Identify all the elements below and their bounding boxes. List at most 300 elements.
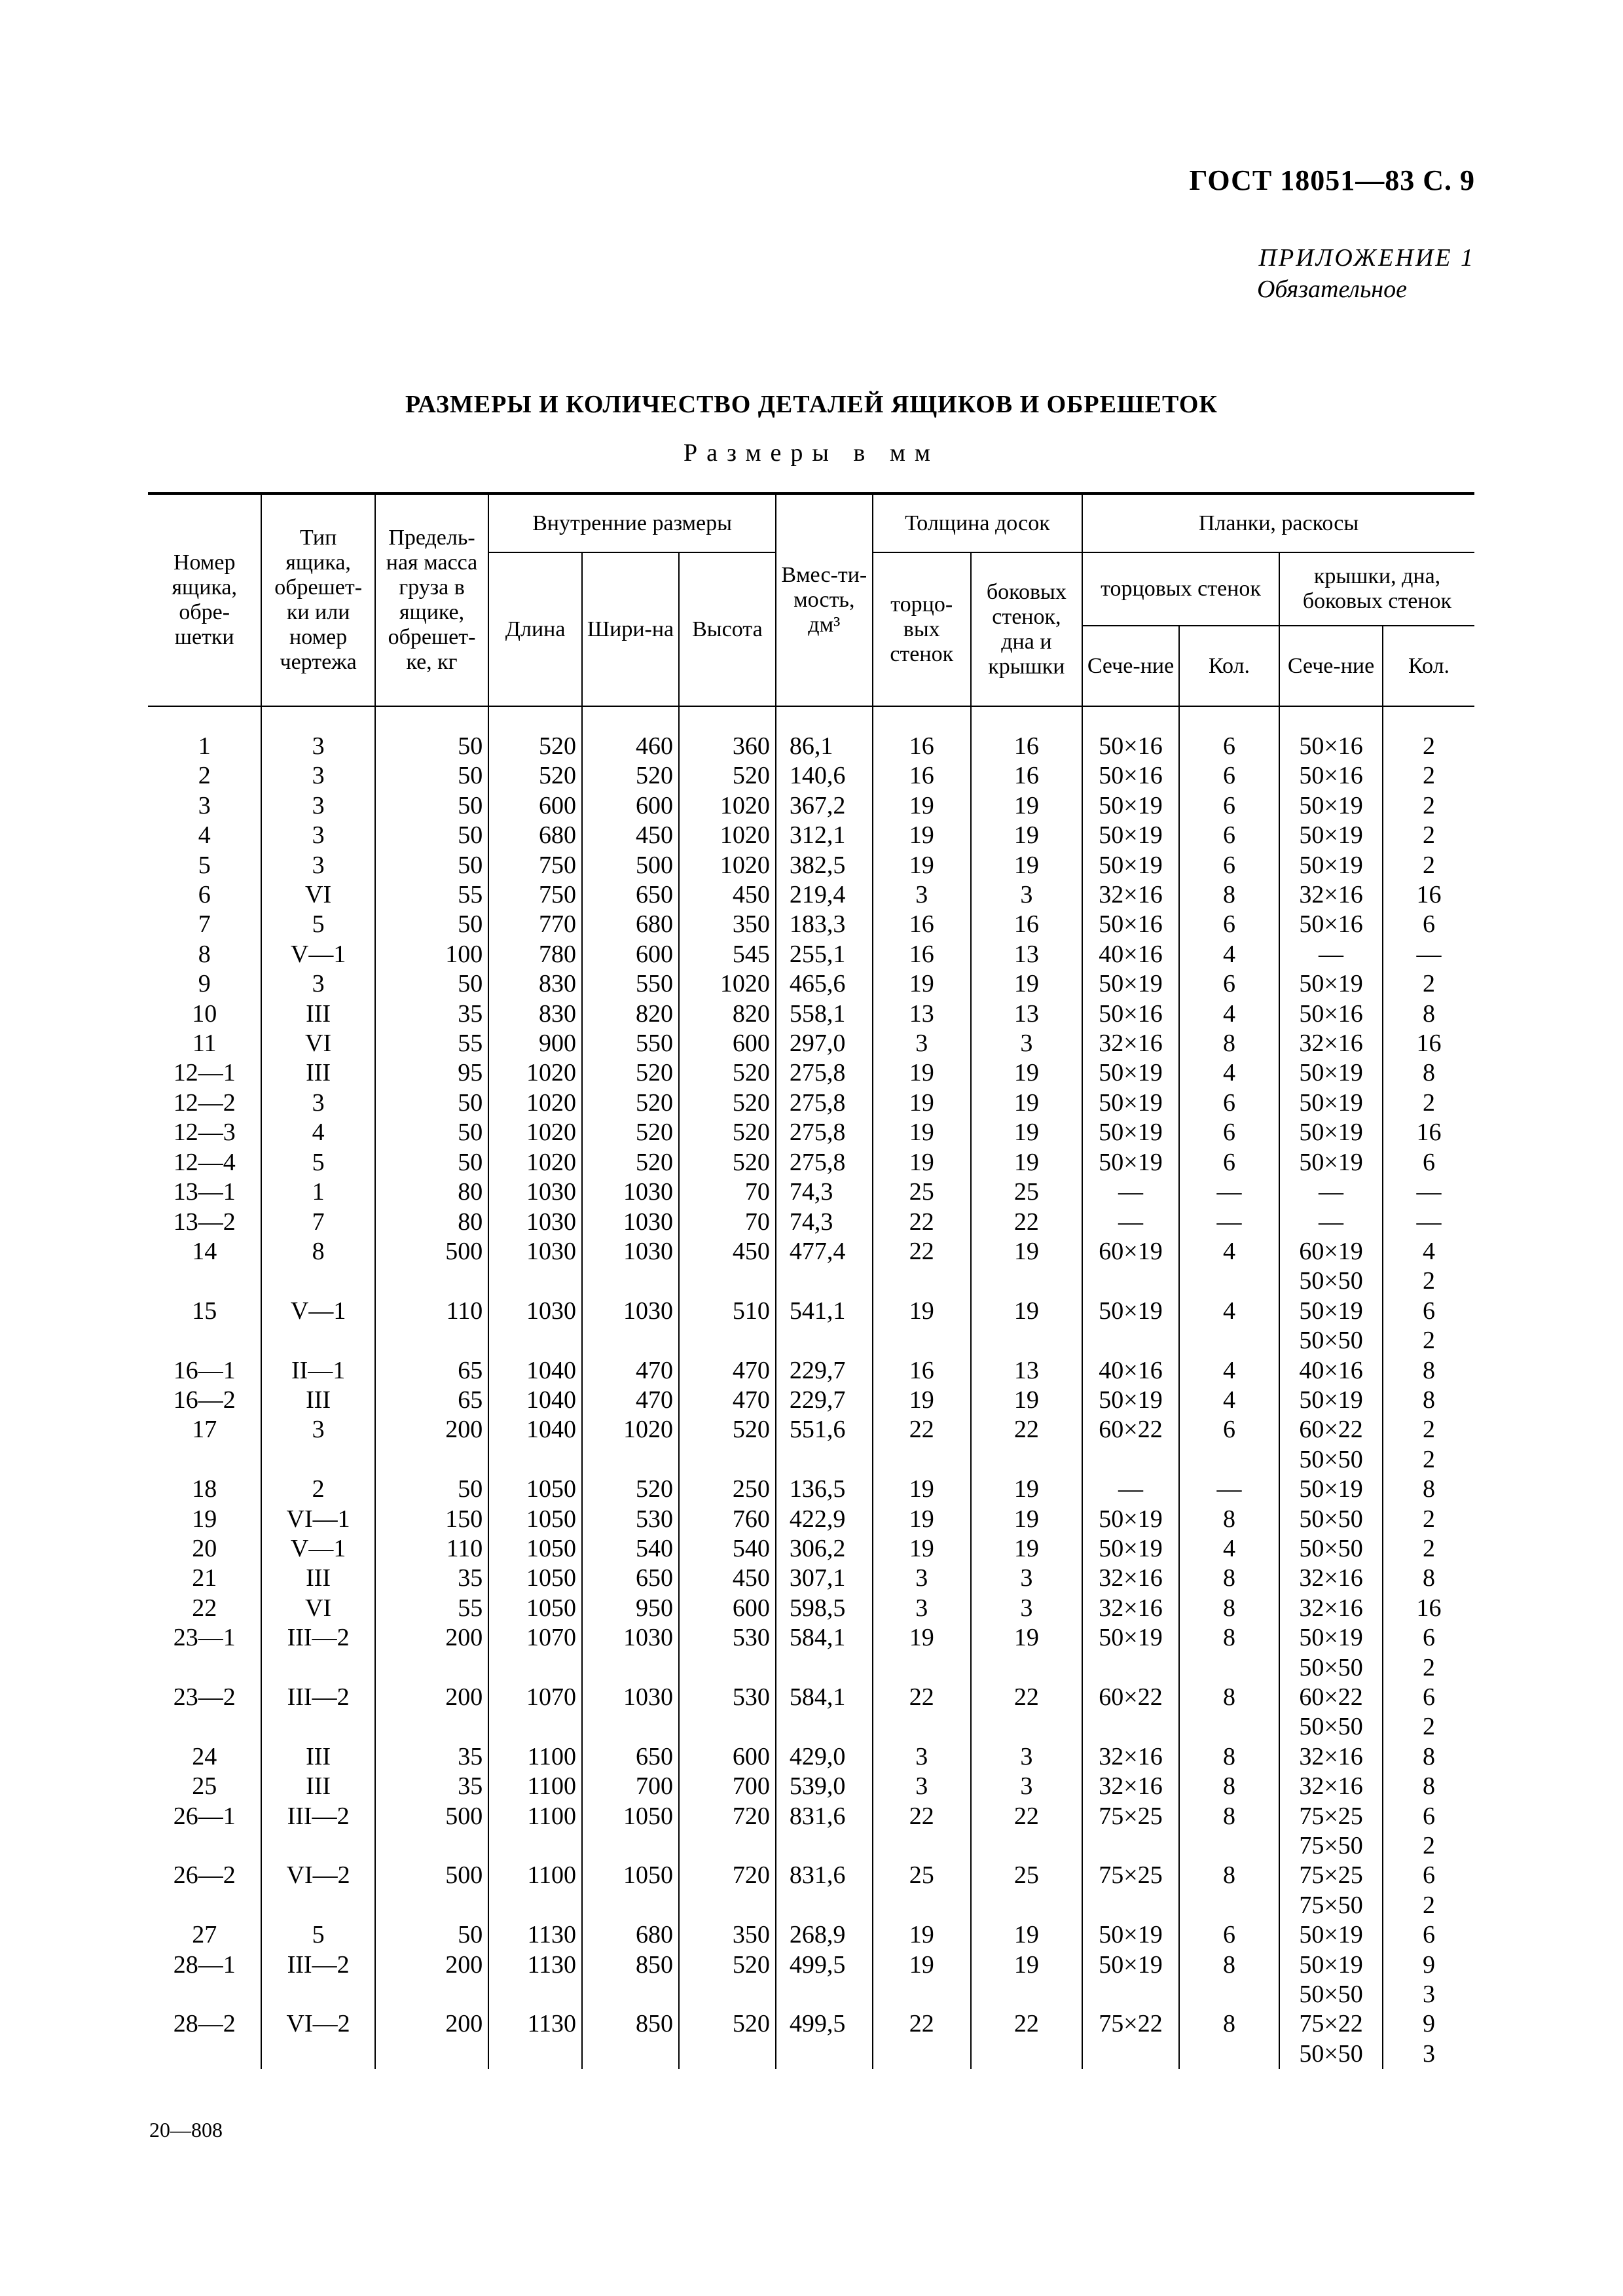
cell-width: 1020 xyxy=(582,1415,679,1444)
cell-length: 1050 xyxy=(488,1475,582,1504)
cell-length: 1050 xyxy=(488,1505,582,1534)
table-row xyxy=(148,969,1474,999)
cell-box-type: III xyxy=(261,1386,374,1415)
table-row xyxy=(148,1326,1474,1355)
cell-box-type: III xyxy=(261,1564,374,1593)
cell-box-number: 17 xyxy=(148,1415,261,1444)
cell-capacity: 297,0 xyxy=(776,1029,873,1058)
cell-end-wall-thickness: 22 xyxy=(873,1802,971,1831)
cell-lid-count: 16 xyxy=(1383,880,1474,910)
cell-end-section: 60×19 xyxy=(1082,1237,1179,1266)
cell-box-number xyxy=(148,1891,261,1920)
cell-side-wall-thickness xyxy=(971,1326,1082,1355)
cell-max-mass xyxy=(375,1445,488,1475)
cell-max-mass xyxy=(375,1980,488,2009)
cell-width: 520 xyxy=(582,761,679,791)
cell-lid-count: 2 xyxy=(1383,1712,1474,1742)
cell-height: 520 xyxy=(679,2009,776,2039)
cell-box-number: 28—2 xyxy=(148,2009,261,2039)
cell-max-mass: 50 xyxy=(375,1920,488,1950)
cell-length: 750 xyxy=(488,880,582,910)
table-row xyxy=(148,1386,1474,1415)
cell-length: 1100 xyxy=(488,1742,582,1772)
cell-side-wall-thickness xyxy=(971,1831,1082,1861)
cell-box-number: 7 xyxy=(148,910,261,939)
cell-lid-section: 50×50 xyxy=(1279,1326,1383,1355)
cell-lid-count: 3 xyxy=(1383,1980,1474,2009)
cell-lid-count: 2 xyxy=(1383,1891,1474,1920)
cell-capacity: 558,1 xyxy=(776,999,873,1029)
cell-width: 1030 xyxy=(582,1237,679,1266)
cell-end-wall-thickness xyxy=(873,1445,971,1475)
cell-box-type xyxy=(261,1653,374,1683)
cell-side-wall-thickness: 19 xyxy=(971,1920,1082,1950)
col-end-walls: торцовых стенок xyxy=(1082,552,1279,626)
cell-lid-section: 32×16 xyxy=(1279,1029,1383,1058)
cell-length xyxy=(488,1653,582,1683)
cell-end-section xyxy=(1082,1980,1179,2009)
cell-lid-count: 6 xyxy=(1383,1802,1474,1831)
cell-end-section: 50×16 xyxy=(1082,910,1179,939)
cell-box-number xyxy=(148,1980,261,2009)
cell-capacity: 477,4 xyxy=(776,1237,873,1266)
cell-height: 720 xyxy=(679,1802,776,1831)
cell-height: 520 xyxy=(679,761,776,791)
cell-side-wall-thickness: 19 xyxy=(971,1386,1082,1415)
cell-side-wall-thickness: 3 xyxy=(971,1772,1082,1801)
cell-width: 520 xyxy=(582,1148,679,1177)
col-max-mass: Предель-ная масса груза в ящике, обрешет-ке, кг xyxy=(375,493,488,706)
cell-box-number xyxy=(148,1653,261,1683)
cell-end-section: — xyxy=(1082,1208,1179,1237)
table-row xyxy=(148,732,1474,761)
table-row xyxy=(148,821,1474,850)
cell-width: 850 xyxy=(582,2009,679,2039)
cell-side-wall-thickness: 19 xyxy=(971,1475,1082,1504)
table-row xyxy=(148,1891,1474,1920)
cell-lid-section: 50×19 xyxy=(1279,1623,1383,1653)
cell-end-section: 60×22 xyxy=(1082,1683,1179,1712)
cell-height xyxy=(679,1653,776,1683)
cell-width xyxy=(582,1326,679,1355)
cell-end-wall-thickness: 16 xyxy=(873,910,971,939)
col-side-walls-thickness: боковых стенок, дна и крышки xyxy=(971,552,1082,706)
cell-max-mass: 35 xyxy=(375,1564,488,1593)
cell-end-section: 50×19 xyxy=(1082,1148,1179,1177)
cell-box-type: 3 xyxy=(261,761,374,791)
col-end-walls-thickness: торцо-вых стенок xyxy=(873,552,971,706)
table-header xyxy=(148,493,1474,706)
cell-lid-count: 2 xyxy=(1383,1534,1474,1564)
cell-side-wall-thickness: 19 xyxy=(971,821,1082,850)
cell-box-type xyxy=(261,1980,374,2009)
col-box-number: Номер ящика, обре-шетки xyxy=(148,493,261,706)
cell-length: 830 xyxy=(488,999,582,1029)
cell-end-count: — xyxy=(1179,1177,1279,1207)
table-row xyxy=(148,1266,1474,1296)
cell-end-section: 50×19 xyxy=(1082,1386,1179,1415)
cell-end-count: — xyxy=(1179,1208,1279,1237)
col-length: Длина xyxy=(488,552,582,706)
cell-length: 1050 xyxy=(488,1564,582,1593)
cell-lid-count: 6 xyxy=(1383,1148,1474,1177)
cell-end-wall-thickness: 3 xyxy=(873,1594,971,1623)
cell-lid-count: — xyxy=(1383,1208,1474,1237)
cell-capacity: 465,6 xyxy=(776,969,873,999)
cell-lid-section: 50×19 xyxy=(1279,1058,1383,1088)
cell-end-wall-thickness: 22 xyxy=(873,2009,971,2039)
cell-box-number: 24 xyxy=(148,1742,261,1772)
cell-end-count: 4 xyxy=(1179,1356,1279,1386)
table-row xyxy=(148,1950,1474,1980)
cell-box-type: 5 xyxy=(261,1920,374,1950)
cell-height: 450 xyxy=(679,1564,776,1593)
table-row xyxy=(148,1920,1474,1950)
table-row xyxy=(148,851,1474,880)
cell-side-wall-thickness: 19 xyxy=(971,1148,1082,1177)
cell-max-mass: 50 xyxy=(375,1118,488,1147)
cell-box-number: 26—2 xyxy=(148,1861,261,1890)
cell-capacity: 268,9 xyxy=(776,1920,873,1950)
cell-side-wall-thickness: 19 xyxy=(971,1058,1082,1088)
cell-max-mass: 100 xyxy=(375,940,488,969)
cell-box-type: III xyxy=(261,999,374,1029)
cell-lid-section: 50×50 xyxy=(1279,2039,1383,2069)
cell-side-wall-thickness xyxy=(971,1980,1082,2009)
cell-max-mass: 500 xyxy=(375,1861,488,1890)
cell-end-wall-thickness: 19 xyxy=(873,1148,971,1177)
cell-lid-count: 2 xyxy=(1383,791,1474,821)
table-row xyxy=(148,1297,1474,1326)
cell-width: 460 xyxy=(582,732,679,761)
cell-box-number: 23—1 xyxy=(148,1623,261,1653)
cell-end-count: 8 xyxy=(1179,1564,1279,1593)
cell-end-count: — xyxy=(1179,1475,1279,1504)
cell-lid-section: 60×22 xyxy=(1279,1415,1383,1444)
cell-box-type: 7 xyxy=(261,1208,374,1237)
cell-side-wall-thickness: 19 xyxy=(971,1534,1082,1564)
cell-length: 1070 xyxy=(488,1623,582,1653)
cell-side-wall-thickness: 13 xyxy=(971,999,1082,1029)
cell-lid-count: 8 xyxy=(1383,1475,1474,1504)
cell-lid-section: 50×50 xyxy=(1279,1980,1383,2009)
cell-lid-section: 50×19 xyxy=(1279,821,1383,850)
cell-box-type: II—1 xyxy=(261,1356,374,1386)
cell-max-mass: 200 xyxy=(375,1415,488,1444)
cell-lid-section: 50×19 xyxy=(1279,851,1383,880)
cell-max-mass xyxy=(375,1712,488,1742)
cell-box-number: 11 xyxy=(148,1029,261,1058)
cell-height: 540 xyxy=(679,1534,776,1564)
cell-box-type xyxy=(261,1326,374,1355)
cell-box-number: 12—3 xyxy=(148,1118,261,1147)
cell-height: 450 xyxy=(679,1237,776,1266)
cell-capacity xyxy=(776,1445,873,1475)
col-inner-dims: Внутренние размеры xyxy=(488,493,776,552)
table-title: РАЗМЕРЫ И КОЛИЧЕСТВО ДЕТАЛЕЙ ЯЩИКОВ И ОБРЕШЕТОК xyxy=(405,391,1218,418)
cell-max-mass: 200 xyxy=(375,2009,488,2039)
cell-lid-count: 8 xyxy=(1383,1772,1474,1801)
table-row xyxy=(148,1742,1474,1772)
cell-box-number: 19 xyxy=(148,1505,261,1534)
cell-capacity: 831,6 xyxy=(776,1861,873,1890)
col-width: Шири-на xyxy=(582,552,679,706)
cell-box-type: III—2 xyxy=(261,1950,374,1980)
cell-box-number: 15 xyxy=(148,1297,261,1326)
cell-width: 540 xyxy=(582,1534,679,1564)
cell-capacity: 422,9 xyxy=(776,1505,873,1534)
table-row xyxy=(148,1683,1474,1712)
cell-max-mass: 200 xyxy=(375,1683,488,1712)
cell-end-section: 50×16 xyxy=(1082,761,1179,791)
cell-box-type: 5 xyxy=(261,910,374,939)
cell-end-section: — xyxy=(1082,1177,1179,1207)
cell-capacity: 275,8 xyxy=(776,1148,873,1177)
cell-end-section: 60×22 xyxy=(1082,1415,1179,1444)
cell-height: 1020 xyxy=(679,821,776,850)
cell-box-type: 3 xyxy=(261,1088,374,1118)
cell-lid-section: 32×16 xyxy=(1279,1742,1383,1772)
cell-length xyxy=(488,1712,582,1742)
cell-width: 680 xyxy=(582,910,679,939)
cell-lid-section: 50×50 xyxy=(1279,1505,1383,1534)
cell-max-mass: 35 xyxy=(375,999,488,1029)
document-code: ГОСТ 18051—83 С. 9 xyxy=(1189,164,1475,196)
cell-box-type: 3 xyxy=(261,851,374,880)
cell-box-number: 16—1 xyxy=(148,1356,261,1386)
cell-lid-count: 6 xyxy=(1383,1623,1474,1653)
cell-lid-count: 2 xyxy=(1383,1088,1474,1118)
cell-width xyxy=(582,1980,679,2009)
cell-side-wall-thickness: 19 xyxy=(971,1297,1082,1326)
cell-box-type: III—2 xyxy=(261,1802,374,1831)
cell-end-count: 6 xyxy=(1179,1088,1279,1118)
cell-end-count: 8 xyxy=(1179,1802,1279,1831)
units-caption: Размеры в мм xyxy=(684,439,939,467)
cell-lid-count: 3 xyxy=(1383,2039,1474,2069)
cell-box-type xyxy=(261,1891,374,1920)
cell-end-section: 75×25 xyxy=(1082,1861,1179,1890)
cell-length xyxy=(488,1326,582,1355)
cell-width: 520 xyxy=(582,1118,679,1147)
cell-end-section: 32×16 xyxy=(1082,1594,1179,1623)
cell-side-wall-thickness: 19 xyxy=(971,851,1082,880)
cell-max-mass: 200 xyxy=(375,1623,488,1653)
cell-side-wall-thickness xyxy=(971,1653,1082,1683)
table-row xyxy=(148,999,1474,1029)
cell-lid-section: 50×16 xyxy=(1279,732,1383,761)
table-row xyxy=(148,1356,1474,1386)
cell-end-count: 6 xyxy=(1179,910,1279,939)
cell-lid-count: 2 xyxy=(1383,821,1474,850)
cell-box-type xyxy=(261,1712,374,1742)
cell-end-count: 8 xyxy=(1179,1683,1279,1712)
cell-height: 360 xyxy=(679,732,776,761)
cell-height: 545 xyxy=(679,940,776,969)
cell-box-number: 16—2 xyxy=(148,1386,261,1415)
table-row xyxy=(148,1594,1474,1623)
appendix-status: Обязательное xyxy=(1256,276,1407,303)
cell-end-wall-thickness: 19 xyxy=(873,851,971,880)
cell-lid-count: 6 xyxy=(1383,1920,1474,1950)
cell-box-type: III xyxy=(261,1772,374,1801)
cell-length: 1030 xyxy=(488,1208,582,1237)
cell-box-number: 26—1 xyxy=(148,1802,261,1831)
cell-max-mass: 50 xyxy=(375,1088,488,1118)
cell-lid-count: 16 xyxy=(1383,1118,1474,1147)
cell-end-count: 6 xyxy=(1179,821,1279,850)
cell-end-wall-thickness: 19 xyxy=(873,1118,971,1147)
cell-max-mass: 110 xyxy=(375,1297,488,1326)
cell-height xyxy=(679,1980,776,2009)
cell-end-count: 6 xyxy=(1179,1920,1279,1950)
cell-length: 1130 xyxy=(488,1950,582,1980)
cell-end-wall-thickness: 25 xyxy=(873,1861,971,1890)
cell-width xyxy=(582,1712,679,1742)
cell-capacity: 74,3 xyxy=(776,1208,873,1237)
cell-end-count: 8 xyxy=(1179,1950,1279,1980)
cell-end-wall-thickness xyxy=(873,1326,971,1355)
cell-side-wall-thickness: 16 xyxy=(971,761,1082,791)
cell-height: 720 xyxy=(679,1861,776,1890)
cell-box-type: 4 xyxy=(261,1118,374,1147)
table-row xyxy=(148,940,1474,969)
table-row xyxy=(148,1088,1474,1118)
cell-end-wall-thickness: 16 xyxy=(873,940,971,969)
cell-end-wall-thickness: 19 xyxy=(873,821,971,850)
cell-box-number xyxy=(148,1831,261,1861)
cell-max-mass: 110 xyxy=(375,1534,488,1564)
col-count-lid: Кол. xyxy=(1383,626,1474,706)
cell-end-section: 50×19 xyxy=(1082,1058,1179,1088)
cell-box-number: 20 xyxy=(148,1534,261,1564)
cell-end-section: 50×16 xyxy=(1082,999,1179,1029)
cell-side-wall-thickness xyxy=(971,2039,1082,2069)
cell-side-wall-thickness: 19 xyxy=(971,1118,1082,1147)
cell-box-number: 10 xyxy=(148,999,261,1029)
cell-max-mass: 55 xyxy=(375,880,488,910)
cell-height: 520 xyxy=(679,1950,776,1980)
cell-max-mass: 50 xyxy=(375,732,488,761)
cell-capacity: 367,2 xyxy=(776,791,873,821)
cell-height: 350 xyxy=(679,910,776,939)
cell-height: 520 xyxy=(679,1118,776,1147)
cell-side-wall-thickness: 22 xyxy=(971,2009,1082,2039)
cell-side-wall-thickness: 19 xyxy=(971,969,1082,999)
cell-width xyxy=(582,1891,679,1920)
cell-end-count: 8 xyxy=(1179,1594,1279,1623)
cell-end-section: 50×19 xyxy=(1082,851,1179,880)
cell-end-section: 50×16 xyxy=(1082,732,1179,761)
cell-end-section: 50×19 xyxy=(1082,791,1179,821)
cell-capacity: 584,1 xyxy=(776,1683,873,1712)
cell-lid-section: 50×16 xyxy=(1279,999,1383,1029)
cell-end-section: 75×22 xyxy=(1082,2009,1179,2039)
cell-end-count: 8 xyxy=(1179,1861,1279,1890)
cell-length: 1020 xyxy=(488,1118,582,1147)
cell-box-type: 3 xyxy=(261,732,374,761)
cell-end-count: 6 xyxy=(1179,1118,1279,1147)
cell-box-type: VI xyxy=(261,1594,374,1623)
cell-lid-section: 50×16 xyxy=(1279,910,1383,939)
cell-side-wall-thickness: 3 xyxy=(971,1742,1082,1772)
cell-capacity: 598,5 xyxy=(776,1594,873,1623)
cell-end-wall-thickness: 19 xyxy=(873,1505,971,1534)
cell-lid-section: 60×19 xyxy=(1279,1237,1383,1266)
cell-lid-section: — xyxy=(1279,940,1383,969)
cell-end-wall-thickness xyxy=(873,1266,971,1296)
cell-capacity: 86,1 xyxy=(776,732,873,761)
cell-end-section: 50×19 xyxy=(1082,1088,1179,1118)
cell-end-section: 40×16 xyxy=(1082,1356,1179,1386)
cell-length xyxy=(488,1891,582,1920)
cell-side-wall-thickness: 3 xyxy=(971,1594,1082,1623)
cell-lid-section: 50×19 xyxy=(1279,1297,1383,1326)
cell-lid-count: 8 xyxy=(1383,1386,1474,1415)
cell-box-type: 3 xyxy=(261,791,374,821)
cell-end-count xyxy=(1179,1831,1279,1861)
table-row xyxy=(148,1772,1474,1801)
cell-box-number: 12—2 xyxy=(148,1088,261,1118)
cell-end-section: 32×16 xyxy=(1082,1742,1179,1772)
table-row xyxy=(148,1802,1474,1831)
cell-lid-section: 50×50 xyxy=(1279,1653,1383,1683)
cell-box-number: 13—1 xyxy=(148,1177,261,1207)
cell-end-count: 8 xyxy=(1179,1772,1279,1801)
cell-max-mass: 50 xyxy=(375,969,488,999)
cell-end-count xyxy=(1179,1653,1279,1683)
cell-max-mass xyxy=(375,1831,488,1861)
cell-end-wall-thickness xyxy=(873,1891,971,1920)
cell-end-wall-thickness: 3 xyxy=(873,1029,971,1058)
cell-end-count: 4 xyxy=(1179,1386,1279,1415)
cell-box-type: 2 xyxy=(261,1475,374,1504)
cell-end-count: 4 xyxy=(1179,1534,1279,1564)
cell-capacity: 382,5 xyxy=(776,851,873,880)
cell-width: 550 xyxy=(582,1029,679,1058)
cell-lid-section: 75×50 xyxy=(1279,1831,1383,1861)
cell-end-section xyxy=(1082,2039,1179,2069)
cell-width: 650 xyxy=(582,880,679,910)
cell-length: 1020 xyxy=(488,1088,582,1118)
cell-width xyxy=(582,2039,679,2069)
cell-length: 680 xyxy=(488,821,582,850)
cell-end-section: 50×19 xyxy=(1082,1118,1179,1147)
table-row xyxy=(148,1534,1474,1564)
cell-max-mass: 80 xyxy=(375,1208,488,1237)
cell-width: 1030 xyxy=(582,1208,679,1237)
table-row xyxy=(148,1058,1474,1088)
cell-width: 520 xyxy=(582,1058,679,1088)
cell-lid-count: 2 xyxy=(1383,969,1474,999)
cell-end-count: 8 xyxy=(1179,1505,1279,1534)
cell-end-section: 32×16 xyxy=(1082,1772,1179,1801)
cell-capacity: 831,6 xyxy=(776,1802,873,1831)
cell-lid-section: 32×16 xyxy=(1279,1594,1383,1623)
cell-box-type: VI—1 xyxy=(261,1505,374,1534)
cell-width: 1030 xyxy=(582,1683,679,1712)
cell-end-count xyxy=(1179,1445,1279,1475)
cell-height: 70 xyxy=(679,1177,776,1207)
col-lid-sides: крышки, дна, боковых стенок xyxy=(1279,552,1474,626)
cell-length xyxy=(488,1980,582,2009)
col-height: Высота xyxy=(679,552,776,706)
cell-capacity: 275,8 xyxy=(776,1058,873,1088)
cell-side-wall-thickness: 19 xyxy=(971,1950,1082,1980)
cell-end-wall-thickness: 3 xyxy=(873,1772,971,1801)
cell-end-section: 32×16 xyxy=(1082,880,1179,910)
cell-capacity xyxy=(776,1891,873,1920)
